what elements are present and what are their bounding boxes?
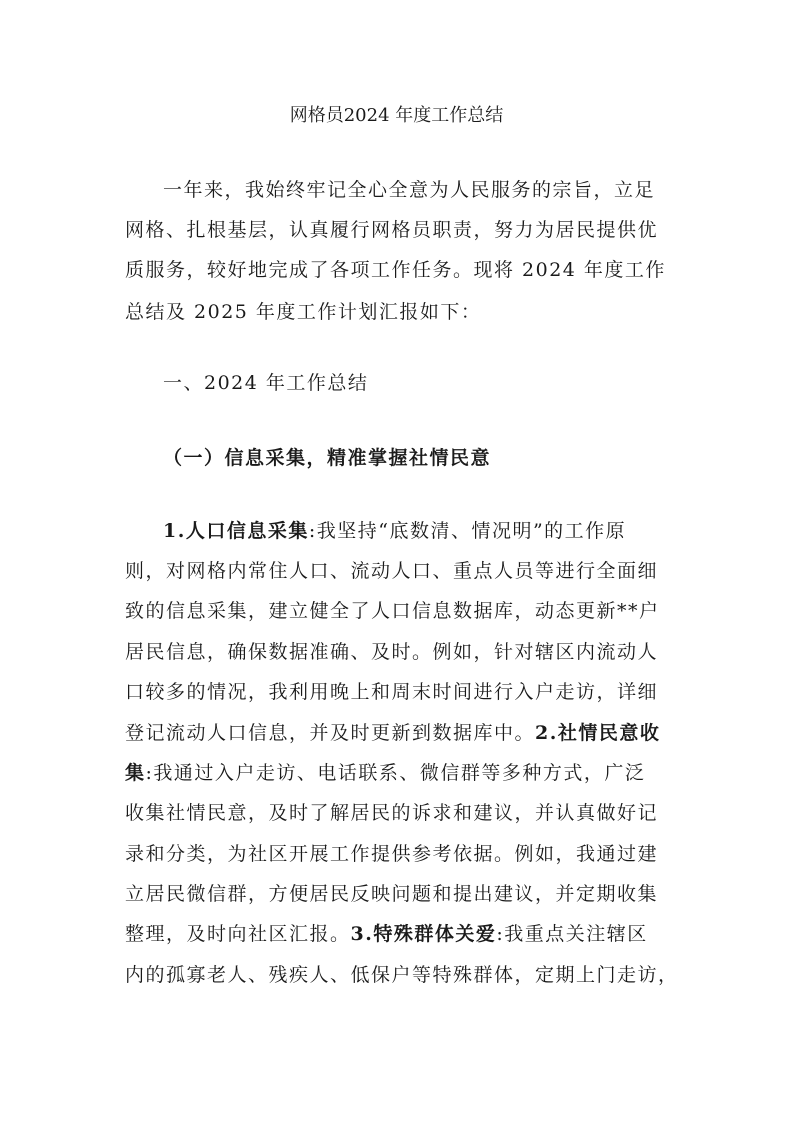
body-text: :我坚持“底数清、情况明”的工作原	[308, 520, 627, 542]
body-line-7	[125, 761, 645, 785]
body-line-10: 立居民微信群，方便居民反映问题和提出建议，并定期收集	[125, 883, 659, 905]
item-3-heading: 3.特殊群体关爱	[350, 923, 497, 945]
document-title: 网格员2024 年度工作总结	[289, 105, 504, 126]
body-text: :我重点关注辖区	[496, 923, 648, 945]
intro-line-4: 总结及 2025 年度工作计划汇报如下：	[125, 301, 482, 323]
body-line-5: 口较多的情况，我利用晚上和周末时间进行入户走访，详细	[125, 681, 659, 703]
body-text: :我通过入户走访、电话联系、微信群等多种方式，广泛	[145, 762, 646, 784]
item-1-heading: 1.人口信息采集	[163, 520, 309, 542]
intro-line-1: 一年来，我始终牢记全心全意为人民服务的宗旨，立足	[163, 179, 656, 201]
body-line-8: 收集社情民意，及时了解居民的诉求和建议，并认真做好记	[125, 802, 659, 824]
body-text: 登记流动人口信息，并及时更新到数据库中。	[125, 722, 536, 744]
body-line-9: 录和分类，为社区开展工作提供参考依据。例如，我通过建	[125, 843, 659, 865]
item-2-heading-cont: 集	[125, 762, 146, 784]
body-line-4: 居民信息，确保数据准确、及时。例如，针对辖区内流动人	[125, 641, 659, 663]
body-line-11	[125, 922, 648, 946]
item-2-heading: 2.社情民意收	[535, 722, 661, 744]
body-line-12: 内的孤寡老人、残疾人、低保户等特殊群体，定期上门走访，	[125, 964, 679, 986]
intro-line-2: 网格、扎根基层，认真履行网格员职责，努力为居民提供优	[125, 219, 659, 241]
body-line-3: 致的信息采集，建立健全了人口信息数据库，动态更新**户	[125, 600, 660, 622]
subsection-heading: （一）信息采集，精准掌握社情民意	[163, 447, 492, 469]
body-line-2: 则，对网格内常住人口、流动人口、重点人员等进行全面细	[125, 560, 659, 582]
section-heading: 一、2024 年工作总结	[163, 372, 369, 394]
body-text: 整理，及时向社区汇报。	[125, 923, 351, 945]
intro-line-3: 质服务，较好地完成了各项工作任务。现将 2024 年度工作	[125, 259, 666, 281]
body-line-6	[125, 721, 660, 745]
body-line-1	[163, 519, 626, 543]
